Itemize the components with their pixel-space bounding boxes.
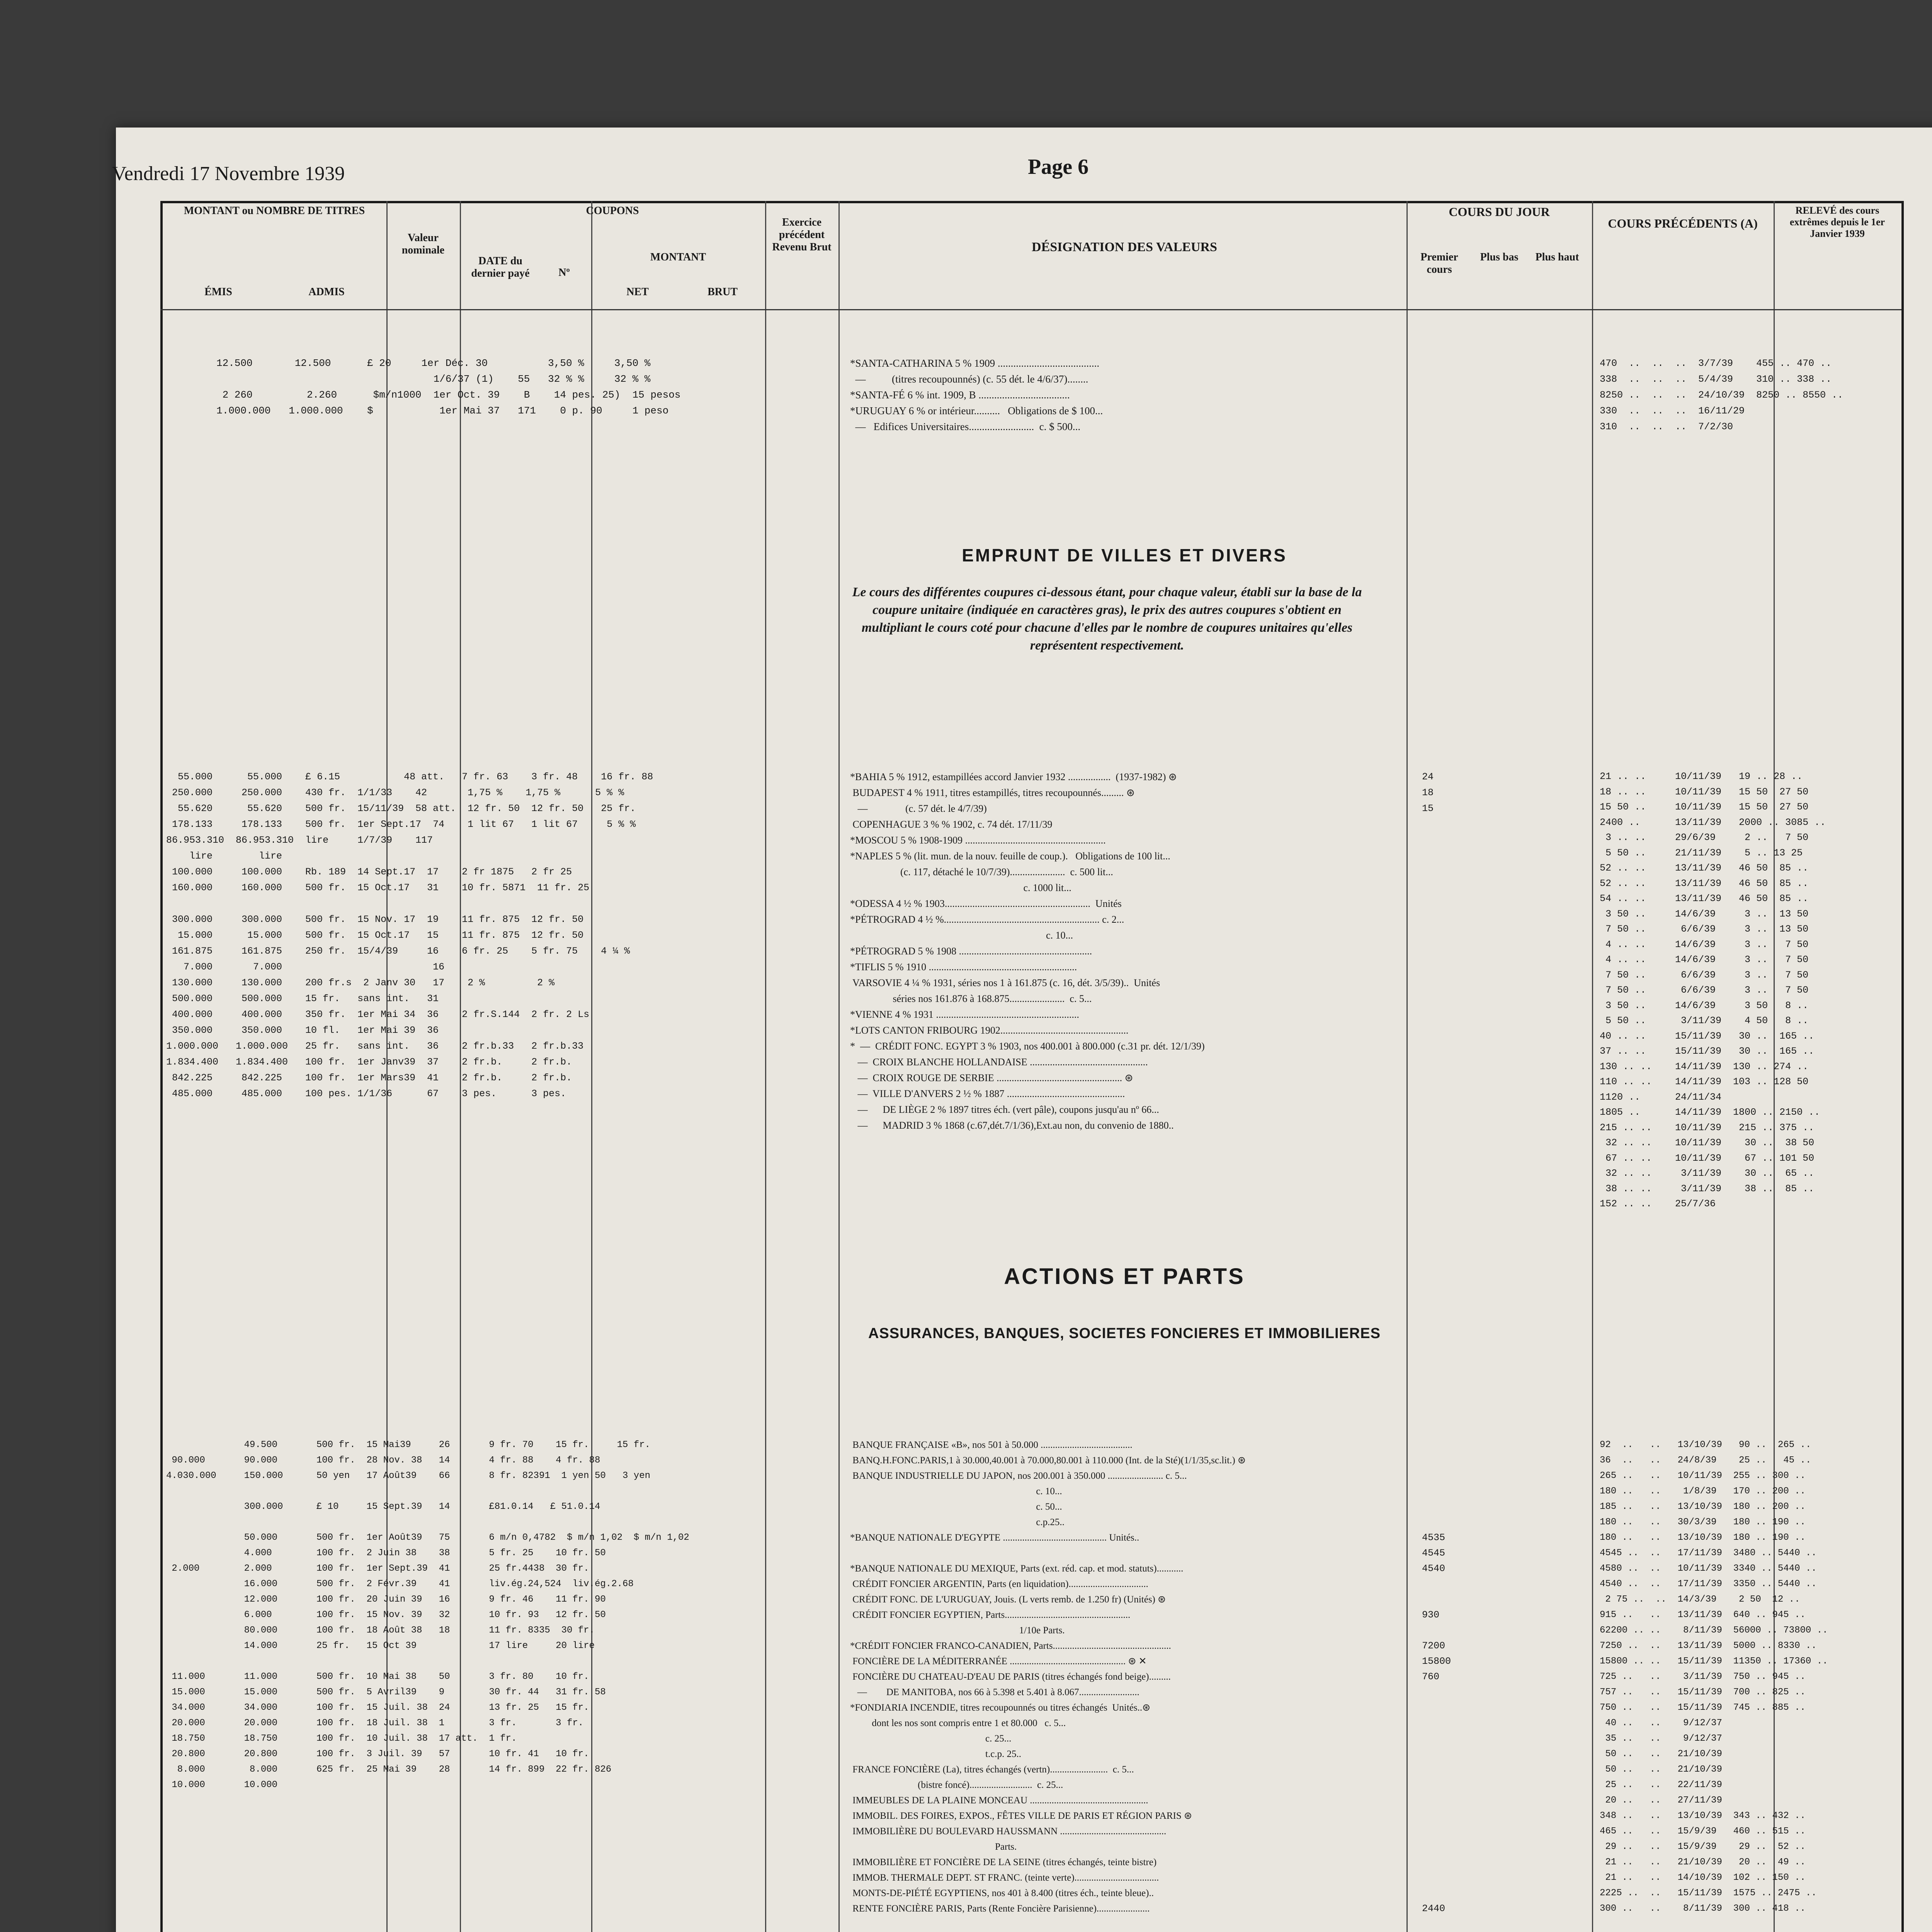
emprunt-cours-jour: 24 18 15: [1422, 771, 1434, 814]
col-valeur: Valeur nominale: [401, 232, 445, 257]
col-releve: RELEVÉ des cours extrêmes depuis le 1er Janvier 1939: [1789, 205, 1885, 239]
col-date-dernier: DATE du dernier payé: [471, 255, 530, 280]
top-prices: 470 .. .. .. 3/7/39 455 .. 470 .. 338 .. .. .. 5/4/39 310 .. 338 .. 8250 .. .. .. 24/10/39 8250 .. 8550 .. 330 .. .. .. 16/11/29 310 .. .. .. 7/2/30: [1600, 358, 1844, 432]
top-left-figures: 12.500 12.500 £ 20 1er Déc. 30 3,50 % 3,50 % 1/6/37 (1) 55 32 % % 32 % % 2 260 2.260 $m/n1000 1er Oct. 39 B 14 pes. 25) 15 pesos 1.000.000 1.000.000 $ 1er Mai 37 171 0 p. 90 1 peso: [216, 357, 681, 417]
emprunt-designations: *BAHIA 5 % 1912, estampillées accord Janvier 1932 ................. (1937-1982) ⊛ BUDAPEST 4 % 1911, titres estampillés, titres recoupounnés......... ⊛ — (c. 57 dét. le 4/7/39) COPENHAGUE 3 % % 1902, c. 74 dét. 17/11/39 *MOSCOU 5 % 1908-1909 ........................................................ *NAPLES 5 % (lit. mun. de la nouv. feuille de coup.). Obligations de 100 lit... (c. 117, détaché le 10/7/39)...................... c. 500 lit... c. 1000 lit... *ODESSA 4 ½ % 1903.......................................................... Unités *PÉTROGRAD 4 ½ %.............................................................. c. 2... c. 10... *PÉTROGRAD 5 % 1908 ..................................................... *TIFLIS 5 % 1910 ........................................................... VARSOVIE 4 ¼ % 1931, séries nos 1 à 161.875 (c. 16, dét. 3/5/39).. Unités séries nos 161.876 à 168.875...................... c. 5... *VIENNE 4 % 1931 ......................................................... *LOTS CANTON FRIBOURG 1902................................................... * — CRÉDIT FONC. EGYPT 3 % 1903, nos 400.001 à 800.000 (c.31 pr. dét. 12/1/39) — CROIX BLANCHE HOLLANDAISE ............................................... — CROIX ROUGE DE SERBIE .................................................. ⊛ — VILLE D'ANVERS 2 ½ % 1887 ............................................... — DE LIÈGE 2 % 1897 titres éch. (vert pâle), coupons jusqu'au nº 66... — MADRID 3 % 1868 (c.67,dét.7/1/36),Ext.au non, du convenio de 1880..: [850, 771, 1205, 1131]
col-coupons: COUPONS: [586, 205, 639, 217]
col-cours-jour: COURS DU JOUR: [1449, 205, 1550, 219]
section-emprunt: EMPRUNT DE VILLES ET DIVERS: [962, 545, 1287, 565]
emprunt-left-figures: 55.000 55.000 £ 6.15 48 att. 7 fr. 63 3 fr. 48 16 fr. 88 250.000 250.000 430 fr. 1/1/33 42 1,75 % 1,75 % 5 % % 55.620 55.620 500 fr. 15/11/39 58 att. 12 fr. 50 12 fr. 50 25 fr. 178.133 178.133 500 fr. 1er Sept.17 74 1 lit 67 1 lit 67 5 % % 86.953.310 86.953.310 lire 1/7/39 117 lire lire 100.000 100.000 Rb. 189 14 Sept.17 17 2 fr 1875 2 fr 25 160.000 160.000 500 fr. 15 Oct.17 31 10 fr. 5871 11 fr. 25 300.000 300.000 500 fr. 15 Nov. 17 19 11 fr. 875 12 fr. 50 15.000 15.000 500 fr. 15 Oct.17 15 11 fr. 875 12 fr. 50 161.875 161.875 250 fr. 15/4/39 16 6 fr. 25 5 fr. 75 4 ¼ % 7.000 7.000 16 130.000 130.000 200 fr.s 2 Janv 30 17 2 % 2 % 500.000 500.000 15 fr. sans int. 31 400.000 400.000 350 fr. 1er Mai 34 36 2 fr.S.144 2 fr. 2 Ls 350.000 350.000 10 fl. 1er Mai 39 36 1.000.000 1.000.000 25 fr. sans int. 36 2 fr.b.33 2 fr.b.33 1.834.400 1.834.400 100 fr. 1er Janv39 37 2 fr.b. 2 fr.b. 842.225 842.225 100 fr. 1er Mars39 41 2 fr.b. 2 fr.b. 485.000 485.000 100 pes. 1/1/36 67 3 pes. 3 pes.: [166, 771, 653, 1099]
col-exercice: Exercice précédent Revenu Brut: [772, 216, 832, 253]
page-number: Page 6: [1028, 155, 1089, 179]
top-designations: *SANTA-CATHARINA 5 % 1909 ....................................... — (titres recoupounnés) (c. 55 dét. le 4/6/37)........ *SANTA-FÉ 6 % int. 1909, B ................................... *URUGUAY 6 % or intérieur.......... Obligations de $ 100... — Edifices Universitaires......................... c. $ 500...: [850, 357, 1103, 432]
actions-left-figures: 49.500 500 fr. 15 Mai39 26 9 fr. 70 15 fr. 15 fr. 90.000 90.000 100 fr. 28 Nov. 38 14 4 fr. 88 4 fr. 88 4.030.000 150.000 50 yen 17 Août39 66 8 fr. 82391 1 yen 50 3 yen 300.000 £ 10 15 Sept.39 14 £81.0.14 £ 51.0.14 50.000 500 fr. 1er Août39 75 6 m/n 0,4782 $ m/n 1,02 $ m/n 1,02 4.000 100 fr. 2 Juin 38 38 5 fr. 25 10 fr. 50 2.000 2.000 100 fr. 1er Sept.39 41 25 fr.4438 30 fr. 16.000 500 fr. 2 Févr.39 41 liv.ég.24,524 liv.ég.2.68 12.000 100 fr. 20 Juin 39 16 9 fr. 46 11 fr. 90 6.000 100 fr. 15 Nov. 39 32 10 fr. 93 12 fr. 50 80.000 100 fr. 18 Août 38 18 11 fr. 8335 30 fr. 14.000 25 fr. 15 Oct 39 17 lire 20 lire 11.000 11.000 500 fr. 10 Mai 38 50 3 fr. 80 10 fr. 15.000 15.000 500 fr. 5 Avril39 9 30 fr. 44 31 fr. 58 34.000 34.000 100 fr. 15 Juil. 38 24 13 fr. 25 15 fr. 20.000 20.000 100 fr. 18 Juil. 38 1 3 fr. 3 fr. 18.750 18.750 100 fr. 10 Juil. 38 17 att. 1 fr. 20.800 20.800 100 fr. 3 Juil. 39 57 10 fr. 41 10 fr. 8.000 8.000 625 fr. 25 Mai 39 28 14 fr. 899 22 fr. 826 10.000 10.000: [166, 1440, 689, 1790]
col-montant: MONTANT ou NOMBRE DE TITRES: [184, 205, 365, 217]
col-emis: ÉMIS: [204, 286, 232, 298]
actions-designations: BANQUE FRANÇAISE «B», nos 501 à 50.000 ...................................... BANQ.H.FONC.PARIS,1 à 30.000,40.001 à 70.000,80.001 à 110.000 (Int. de la Sté)(1/1/35,sc.lit.) ⊛ BANQUE INDUSTRIELLE DU JAPON, nos 200.001 à 350.000 ....................... c. 5... c. 10... c. 50... c.p.25.. *BANQUE NATIONALE D'EGYPTE ........................................... Unités.. *BANQUE NATIONALE DU MEXIQUE, Parts (ext. réd. cap. et mod. statuts)........... CRÉDIT FONCIER ARGENTIN, Parts (en liquidation)................................. CRÉDIT FONC. DE L'URUGUAY, Jouis. (L verts remb. de 1.250 fr) (Unités) ⊛ CRÉDIT FONCIER EGYPTIEN, Parts.................................................... 1/10e Parts. *CRÉDIT FONCIER FRANCO-CANADIEN, Parts................................................. FONCIÈRE DE LA MÉDITERRANÉE ................................................ ⊛ ✕ FONCIÈRE DU CHATEAU-D'EAU DE PARIS (titres échangés fond beige)......... — DE MANITOBA, nos 66 à 5.398 et 5.401 à 8.067......................... *FONDIARIA INCENDIE, titres recoupounnés ou titres échangés Unités..⊛ dont les nos sont compris entre 1 et 80.000 c. 5... c. 25... t.c.p. 25.. FRANCE FONCIÈRE (La), titres échangés (vertn)........................ c. 5... (bistre foncé).......................... c. 25... IMMEUBLES DE LA PLAINE MONCEAU ................................................. IMMOBIL. DES FOIRES, EXPOS., FÊTES VILLE DE PARIS ET RÉGION PARIS ⊛ IMMOBILIÈRE DU BOULEVARD HAUSSMANN ............................................ Parts. IMMOBILIÈRE ET FONCIÈRE DE LA SEINE (titres échangés, teinte bistre) IMMOB. THERMALE DEPT. ST FRANC. (teinte verte)................................... MONTS-DE-PIÉTÉ EGYPTIENS, nos 401 à 8.400 (titres éch., teinte bleue).. RENTE FONCIÈRE PARIS, Parts (Rente Foncière Parisienne)......................: [850, 1440, 1246, 1914]
col-plus-bas: Plus bas: [1480, 251, 1519, 263]
col-designation: DÉSIGNATION DES VALEURS: [1032, 240, 1217, 254]
column-separator: [1592, 201, 1593, 1932]
emprunt-intro: Le cours des différentes coupures ci-dessous étant, pour chaque valeur, établi sur la base de la coupure unitaire (indiquée en caractères gras), le prix des autres coupures s'obtient en multipliant le cours coté pour chacune d'elles par le nombre de coupures unitaires qu'elles représentent respectivement.: [852, 585, 1362, 653]
column-separator: [765, 201, 766, 1932]
column-separator: [838, 201, 840, 1932]
header-rule: [160, 309, 1901, 310]
issue-date: Vendredi 17 Novembre 1939: [112, 163, 345, 185]
section-assurances: ASSURANCES, BANQUES, SOCIETES FONCIERES ET IMMOBILIERES: [868, 1325, 1381, 1342]
col-numero: Nº: [558, 267, 570, 279]
actions-cours-jour: 4535 4545 4540 930 7200 15800 760 2440: [1422, 1532, 1451, 1914]
col-plus-haut: Plus haut: [1535, 251, 1579, 263]
col-premier: Premier cours: [1420, 251, 1458, 276]
column-separator: [1406, 201, 1408, 1932]
col-cours-precedents: COURS PRÉCÉDENTS (A): [1608, 216, 1758, 230]
section-actions: ACTIONS ET PARTS: [1004, 1264, 1245, 1289]
col-montant-coupon: MONTANT: [650, 251, 706, 263]
col-admis: ADMIS: [308, 286, 345, 298]
col-net: NET: [626, 286, 649, 298]
emprunt-prices: 21 .. .. 10/11/39 19 .. 28 .. 18 .. .. 10/11/39 15 50 27 50 15 50 .. 10/11/39 15 50 27 50 2400 .. 13/11/39 2000 .. 3085 .. 3 .. .. 29/6/39 2 .. 7 50 5 50 .. 21/11/39 5 .. 13 25 52 .. .. 13/11/39 46 50 85 .. 52 .. .. 13/11/39 46 50 85 .. 54 .. .. 13/11/39 46 50 85 .. 3 50 .. 14/6/39 3 .. 13 50 7 50 .. 6/6/39 3 .. 13 50 4 .. .. 14/6/39 3 .. 7 50 4 .. .. 14/6/39 3 .. 7 50 7 50 .. 6/6/39 3 .. 7 50 7 50 .. 6/6/39 3 .. 7 50 3 50 .. 14/6/39 3 50 8 .. 5 50 .. 3/11/39 4 50 8 .. 40 .. .. 15/11/39 30 .. 165 .. 37 .. .. 15/11/39 30 .. 165 .. 130 .. .. 14/11/39 130 .. 274 .. 110 .. .. 14/11/39 103 .. 128 50 1120 .. 24/11/34 1805 .. 14/11/39 1800 .. 2150 .. 215 .. .. 10/11/39 215 .. 375 .. 32 .. .. 10/11/39 30 .. 38 50 67 .. .. 10/11/39 67 .. 101 50 32 .. .. 3/11/39 30 .. 65 .. 38 .. .. 3/11/39 38 .. 85 .. 152 .. .. 25/7/36: [1600, 771, 1826, 1209]
actions-prices: 92 .. .. 13/10/39 90 .. 265 .. 36 .. .. 24/8/39 25 .. 45 .. 265 .. .. 10/11/39 255 .. 300 .. 180 .. .. 1/8/39 170 .. 200 .. 185 .. .. 13/10/39 180 .. 200 .. 180 .. .. 30/3/39 180 .. 190 .. 180 .. .. 13/10/39 180 .. 190 .. 4545 .. .. 17/11/39 3480 .. 5440 .. 4580 .. .. 10/11/39 3340 .. 5440 .. 4540 .. .. 17/11/39 3350 .. 5440 .. 2 75 .. .. 14/3/39 2 50 12 .. 915 .. .. 13/11/39 640 .. 945 .. 62200 .. .. 8/11/39 56000 .. 73800 .. 7250 .. .. 13/11/39 5000 .. 8330 .. 15800 .. .. 15/11/39 11350 .. 17360 .. 725 .. .. 3/11/39 750 .. 945 .. 757 .. .. 15/11/39 700 .. 825 .. 750 .. .. 15/11/39 745 .. 885 .. 40 .. .. 9/12/37 35 .. .. 9/12/37 50 .. .. 21/10/39 50 .. .. 21/10/39 25 .. .. 22/11/39 20 .. .. 27/11/39 348 .. .. 13/10/39 343 .. 432 .. 465 .. .. 15/9/39 460 .. 515 .. 29 .. .. 15/9/39 29 .. 52 .. 21 .. .. 21/10/39 20 .. 49 .. 21 .. .. 14/10/39 102 .. 150 .. 2225 .. .. 15/11/39 1575 .. 2475 .. 300 .. .. 8/11/39 300 .. 418 ..: [1600, 1440, 1828, 1914]
col-brut: BRUT: [707, 286, 738, 298]
